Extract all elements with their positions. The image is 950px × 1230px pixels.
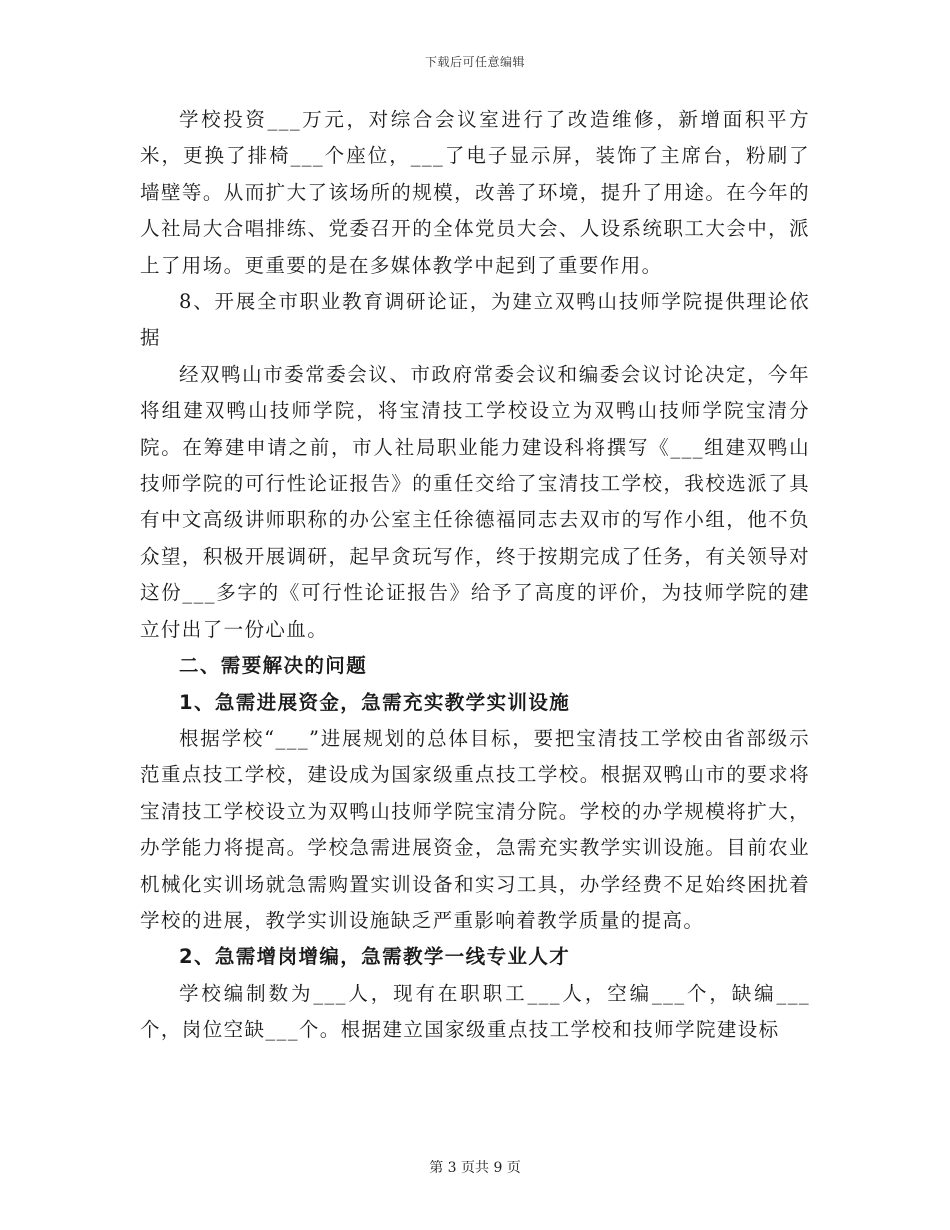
section-heading-problems: 二、需要解决的问题 xyxy=(179,654,368,678)
paragraph-renovation: 学校投资___万元，对综合会议室进行了改造维修，新增面积平方米，更换了排椅___个座位，___了电子显示屏，装饰了主席台，粉刷了墙壁等。从而扩大了该场所的规模，改善了环境，提升了用途。在今年的人社局大合唱排练、党委召开的全体党员大会、人设系统职工大会中，派上了用场。更重要的是在多媒体教学中起到了重要作用。 xyxy=(140,108,810,277)
subheading-staffing: 2、急需增岗增编，急需教学一线专业人才 xyxy=(179,945,571,969)
document-body xyxy=(140,102,810,1049)
page-header: 下载后可任意编辑 xyxy=(424,55,525,69)
page-footer: 第 3 页共 9 页 xyxy=(429,1160,521,1176)
subheading-funding: 1、急需进展资金，急需充实教学实训设施 xyxy=(179,690,571,714)
paragraph-item-8: 8、开展全市职业教育调研论证，为建立双鸭山技师学院提供理论依据 xyxy=(140,290,810,350)
paragraph-staffing: 学校编制数为___人，现有在职职工___人，空编___个，缺编___个，岗位空缺___个。根据建立国家级重点技工学校和技师学院建设标 xyxy=(140,981,810,1042)
paragraph-technician-college: 经双鸭山市委常委会议、市政府常委会议和编委会议讨论决定，今年将组建双鸭山技师学院，将宝清技工学校设立为双鸭山技师学院宝清分院。在筹建申请之前，市人社局职业能力建设科将撰写《___组建双鸭山技师学院的可行性论证报告》的重任交给了宝清技工学校，我校选派了具有中文高级讲师职称的办公室主任徐德福同志去双市的写作小组，他不负众望，积极开展调研，起早贪玩写作，终于按期完成了任务，有关领导对这份___多字的《可行性论证报告》给予了高度的评价，为技师学院的建立付出了一份心血。 xyxy=(140,362,810,641)
paragraph-funding: 根据学校“___”进展规划的总体目标，要把宝清技工学校由省部级示范重点技工学校，建设成为国家级重点技工学校。根据双鸭山市的要求将宝清技工学校设立为双鸭山技师学院宝清分院。学校的办学规模将扩大，办学能力将提高。学校急需进展资金，急需充实教学实训设施。目前农业机械化实训场就急需购置实训设备和实习工具，办学经费不足始终困扰着学校的进展，教学实训设施缺乏严重影响着教学质量的提高。 xyxy=(140,726,810,932)
